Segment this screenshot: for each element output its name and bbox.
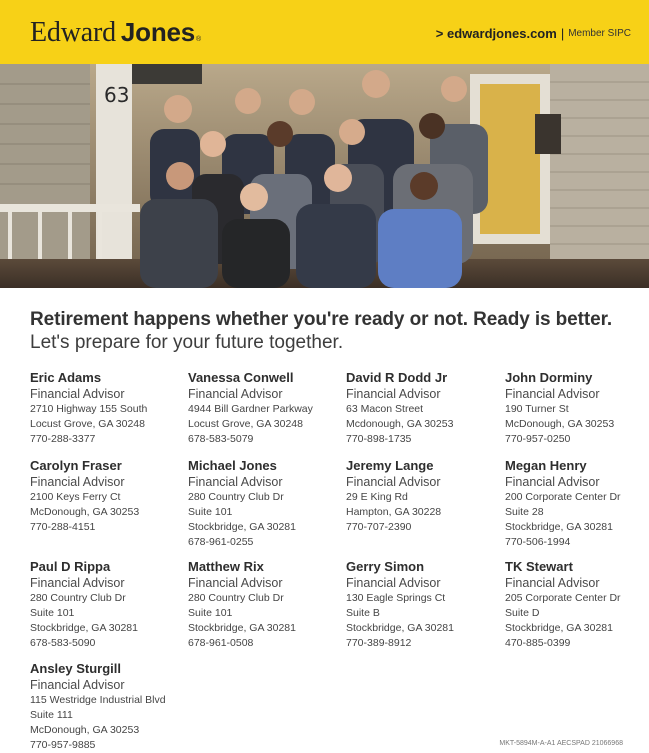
advisor-card — [188, 559, 338, 651]
advisor-address-line: Locust Grove, GA 30248 — [188, 418, 303, 430]
advisor-address-line: 29 E King Rd — [346, 491, 408, 503]
advisor-card — [188, 458, 338, 550]
advisor-card — [346, 458, 496, 535]
advisor-card — [30, 661, 180, 753]
advisor-address-line: 200 Corporate Center Dr — [505, 491, 621, 503]
headline: Retirement happens whether you're ready or not. Ready is better. — [30, 309, 612, 330]
advisor-phone[interactable]: 770-389-8912 — [346, 637, 412, 649]
advisor-address-line: 115 Westridge Industrial Blvd — [30, 694, 166, 706]
advisor-phone[interactable]: 770-707-2390 — [346, 521, 412, 533]
advisor-title: Financial Advisor — [30, 387, 125, 401]
advisor-card — [30, 370, 180, 447]
advisor-card — [505, 559, 649, 651]
advisor-name: TK Stewart — [505, 559, 573, 574]
advisor-address-line: 130 Eagle Springs Ct — [346, 592, 446, 604]
advisor-name: Matthew Rix — [188, 559, 264, 574]
advisor-name: Megan Henry — [505, 458, 587, 473]
advisor-phone[interactable]: 770-506-1994 — [505, 536, 571, 548]
advisor-address-line: Stockbridge, GA 30281 — [505, 622, 613, 634]
advisor-title: Financial Advisor — [30, 576, 125, 590]
advisor-address-line: McDonough, GA 30253 — [30, 506, 140, 518]
member-sipc-text: Member SIPC — [568, 28, 631, 39]
logo-word-jones: Jones — [120, 17, 196, 47]
advisor-address-line: Suite 101 — [188, 506, 233, 518]
advisor-address-line: Stockbridge, GA 30281 — [346, 622, 454, 634]
document-code: MKT-5894M-A-A1 AECSPAD 21066968 — [499, 740, 623, 747]
advisor-address-line: Stockbridge, GA 30281 — [505, 521, 613, 533]
advisor-phone[interactable]: 678-961-0255 — [188, 536, 254, 548]
advisor-phone[interactable]: 770-957-0250 — [505, 433, 571, 445]
advisor-title: Financial Advisor — [188, 387, 283, 401]
advisor-address-line: 280 Country Club Dr — [188, 592, 284, 604]
website-link[interactable]: > edwardjones.com — [435, 26, 557, 41]
advisor-phone[interactable]: 770-288-4151 — [30, 521, 96, 533]
advisor-name: Jeremy Lange — [346, 458, 434, 473]
advisor-address-line: Suite 111 — [30, 709, 73, 721]
advisor-title: Financial Advisor — [505, 387, 600, 401]
advisor-address-line: 2710 Highway 155 South — [30, 403, 148, 415]
advisor-phone[interactable]: 770-957-9885 — [30, 739, 96, 751]
advisor-card — [30, 458, 180, 535]
advisor-address-line: 280 Country Club Dr — [188, 491, 284, 503]
advisor-name: Eric Adams — [30, 370, 102, 385]
advisor-title: Financial Advisor — [346, 576, 441, 590]
logo-word-edward: Edward — [30, 17, 116, 48]
advisor-name: Michael Jones — [188, 458, 277, 473]
advisor-phone[interactable]: 678-961-0508 — [188, 637, 254, 649]
advisor-name: Gerry Simon — [346, 559, 425, 574]
advisor-title: Financial Advisor — [505, 475, 600, 489]
advisor-card — [505, 370, 649, 447]
advisor-address-line: 4944 Bill Gardner Parkway — [188, 403, 313, 415]
advisor-title: Financial Advisor — [346, 387, 441, 401]
advisor-title: Financial Advisor — [30, 475, 125, 489]
advisor-address-line: Stockbridge, GA 30281 — [188, 521, 296, 533]
advisor-title: Financial Advisor — [188, 475, 283, 489]
advisor-address-line: Mcdonough, GA 30253 — [346, 418, 454, 430]
advisor-address-line: Suite B — [346, 607, 380, 619]
advisor-address-line: Locust Grove, GA 30248 — [30, 418, 145, 430]
advisor-title: Financial Advisor — [346, 475, 441, 489]
advisor-phone[interactable]: 470-885-0399 — [505, 637, 571, 649]
advisor-title: Financial Advisor — [30, 678, 125, 692]
advisor-phone[interactable]: 678-583-5079 — [188, 433, 254, 445]
advisor-card — [30, 559, 180, 651]
advisor-address-line: Stockbridge, GA 30281 — [30, 622, 138, 634]
header-divider: | — [560, 26, 565, 41]
advisor-address-line: Stockbridge, GA 30281 — [188, 622, 296, 634]
advisor-address-line: 2100 Keys Ferry Ct — [30, 491, 121, 503]
advisor-phone[interactable]: 770-898-1735 — [346, 433, 412, 445]
advisor-address-line: McDonough, GA 30253 — [30, 724, 140, 736]
advisor-name: John Dorminy — [505, 370, 593, 385]
advisor-address-line: 280 Country Club Dr — [30, 592, 126, 604]
advisor-card — [346, 559, 496, 651]
advisor-card — [505, 458, 649, 550]
advisor-title: Financial Advisor — [188, 576, 283, 590]
advisor-address-line: Suite 101 — [188, 607, 233, 619]
advisor-name: Paul D Rippa — [30, 559, 111, 574]
advisor-address-line: 205 Corporate Center Dr — [505, 592, 621, 604]
registered-mark: ® — [196, 36, 202, 43]
advisor-phone[interactable]: 770-288-3377 — [30, 433, 96, 445]
advisor-card — [188, 370, 338, 447]
advisor-phone[interactable]: 678-583-5090 — [30, 637, 96, 649]
subheadline: Let's prepare for your future together. — [30, 332, 344, 353]
advisor-name: Vanessa Conwell — [188, 370, 294, 385]
advisor-title: Financial Advisor — [505, 576, 600, 590]
advisor-name: Carolyn Fraser — [30, 458, 122, 473]
advisor-name: Ansley Sturgill — [30, 661, 122, 676]
advisor-address-line: Hampton, GA 30228 — [346, 506, 442, 518]
advisor-name: David R Dodd Jr — [346, 370, 448, 385]
advisor-address-line: Suite 101 — [30, 607, 75, 619]
house-number: 63 — [104, 83, 130, 107]
advisor-address-line: McDonough, GA 30253 — [505, 418, 615, 430]
advisor-address-line: 63 Macon Street — [346, 403, 424, 415]
advisor-address-line: Suite 28 — [505, 506, 544, 518]
advisor-address-line: Suite D — [505, 607, 540, 619]
advisor-address-line: 190 Turner St — [505, 403, 569, 415]
advisor-card — [346, 370, 496, 447]
